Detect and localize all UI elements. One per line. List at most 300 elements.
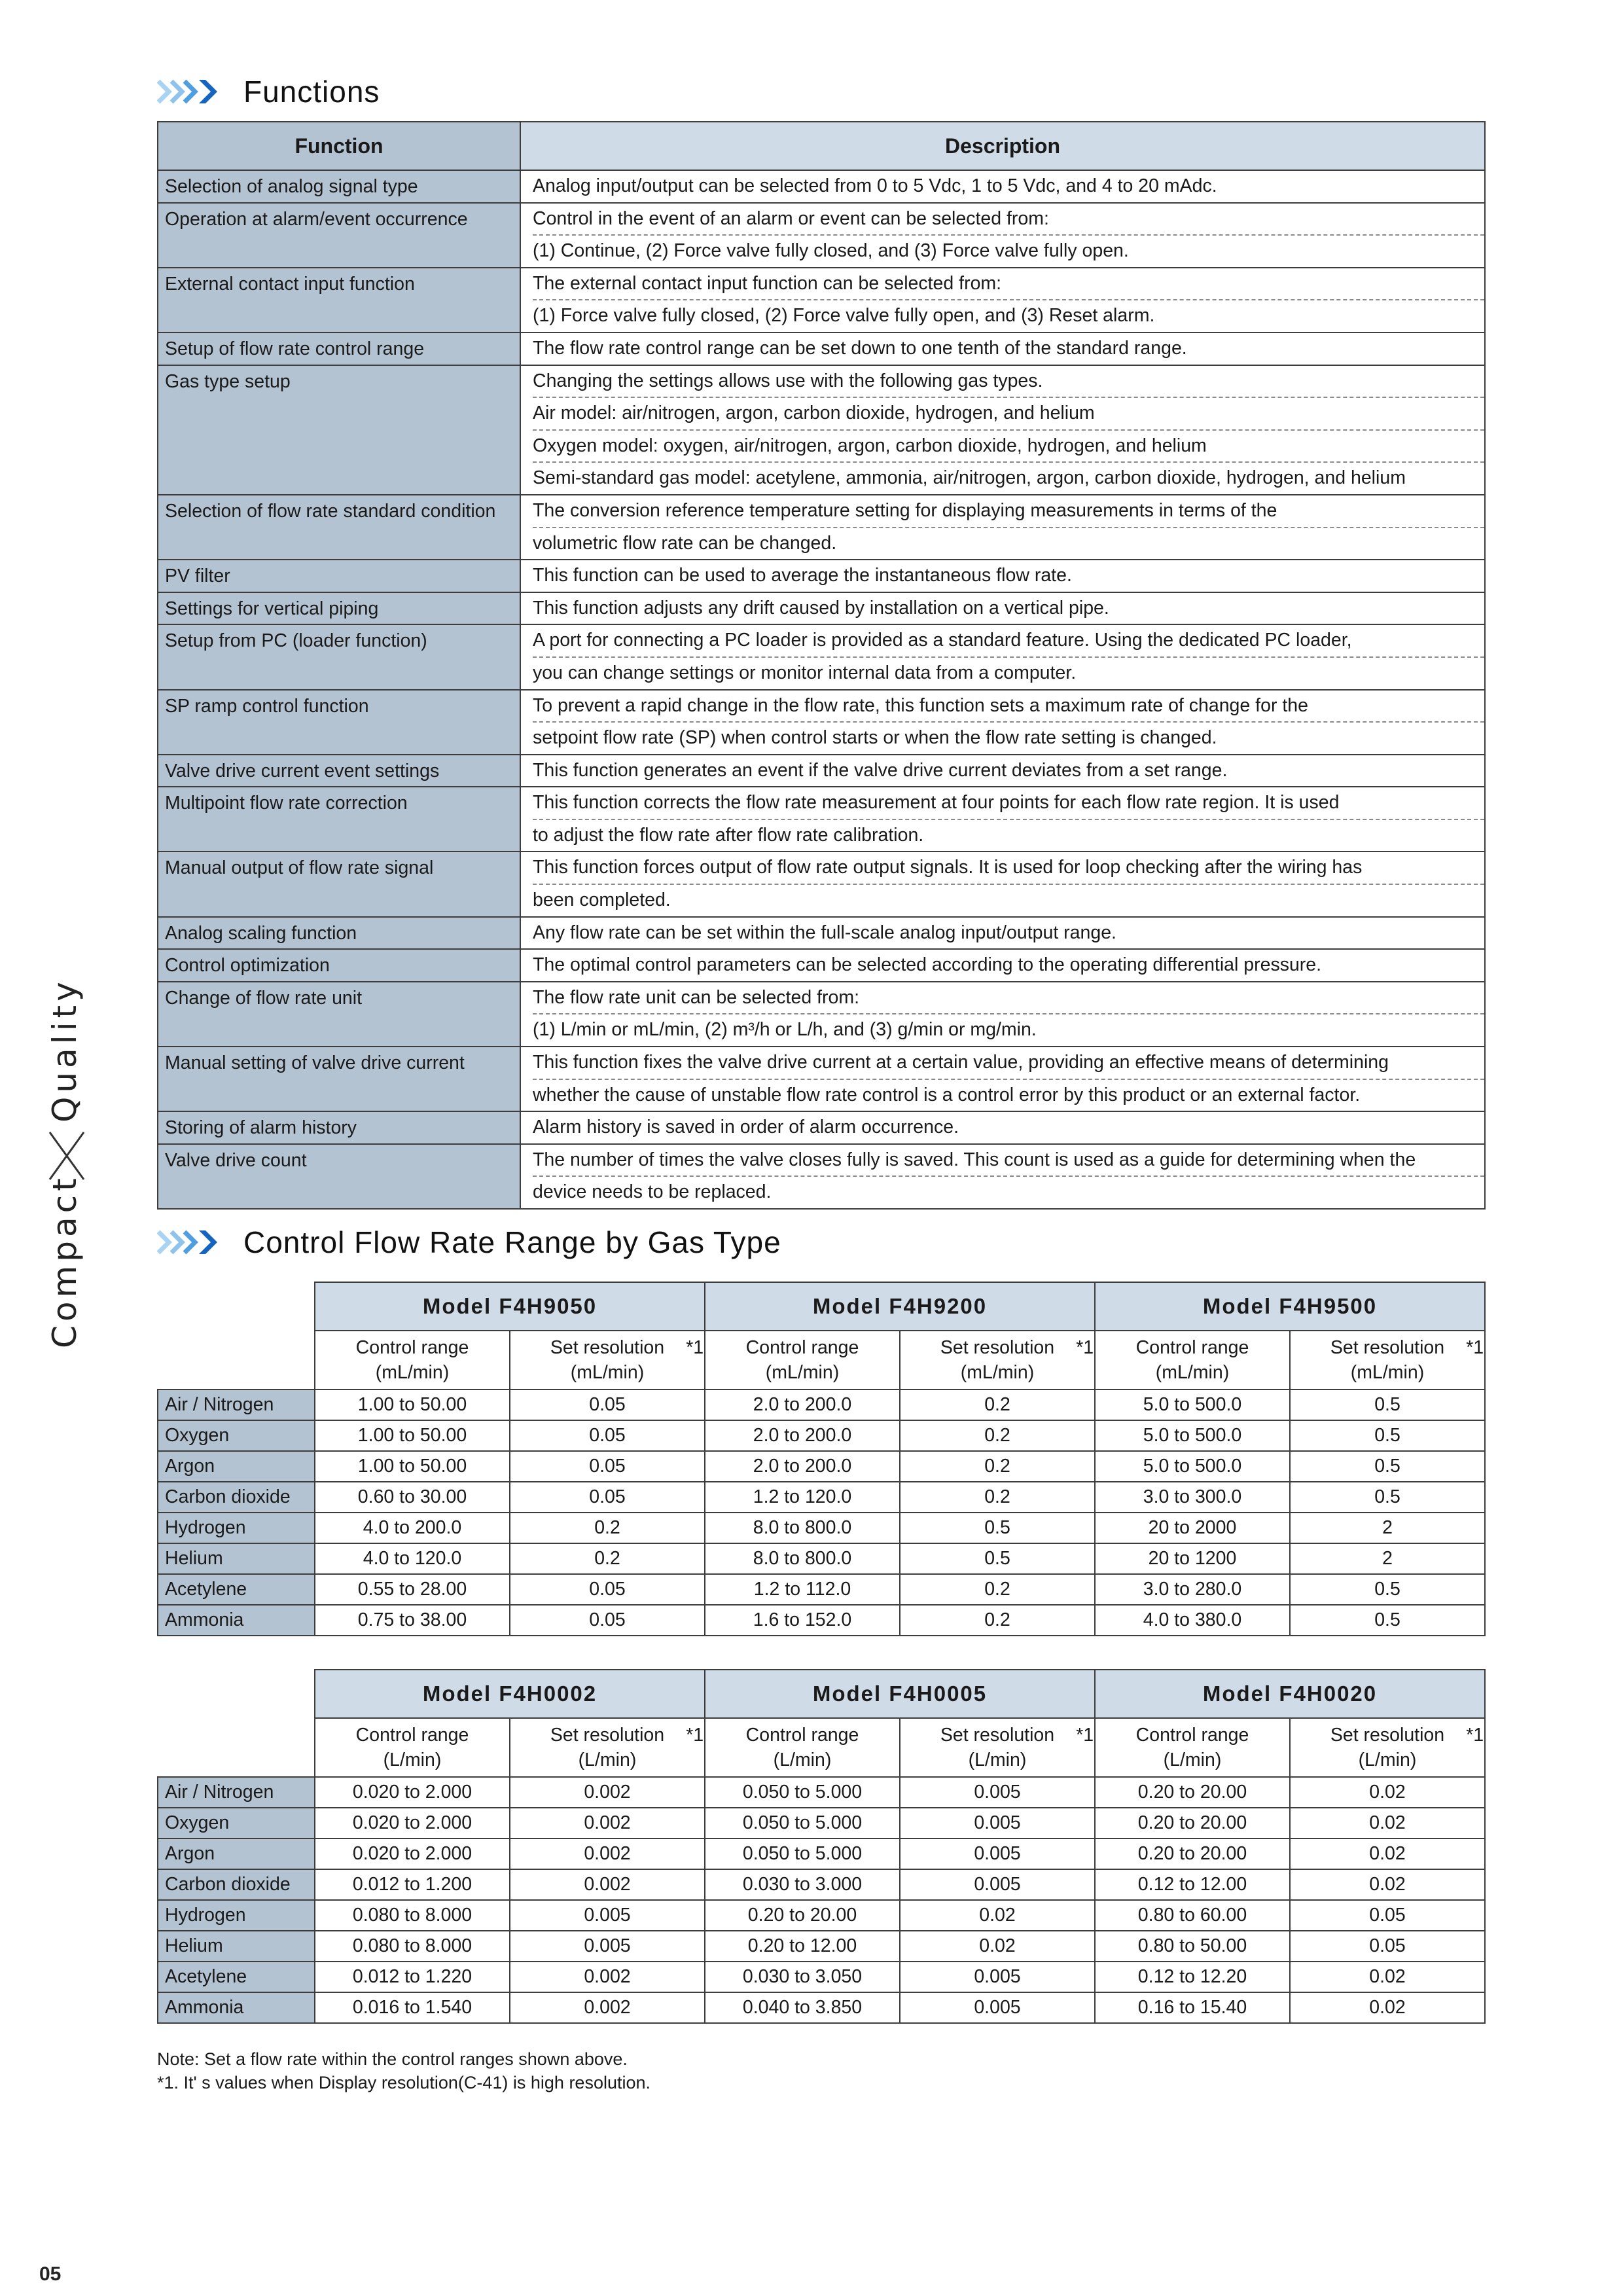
control-range-header — [315, 1718, 510, 1777]
function-name-cell — [158, 949, 520, 982]
side-label-left: Compact — [46, 1174, 84, 1348]
description-line: volumetric flow rate can be changed. — [533, 532, 837, 554]
set-resolution-label: Set resolution — [940, 1725, 1055, 1746]
function-name: Gas type setup — [165, 370, 291, 392]
set-resolution-label: Set resolution — [550, 1337, 665, 1358]
set-resolution-value: 0.05 — [510, 1420, 705, 1451]
function-name-cell — [158, 560, 520, 592]
control-range-value: 0.20 to 12.00 — [705, 1931, 900, 1962]
gas-row — [158, 1992, 1485, 2023]
function-row — [158, 560, 1485, 592]
description-line: been completed. — [533, 889, 671, 911]
function-description-cell — [520, 787, 1485, 852]
model-header: Model F4H0002 — [315, 1670, 705, 1718]
gas-row — [158, 1513, 1485, 1543]
description-line: (1) Force valve fully closed, (2) Force valve fully open, and (3) Reset alarm. — [533, 305, 1155, 327]
function-description-cell — [520, 1144, 1485, 1209]
control-range-value: 0.16 to 15.40 — [1095, 1992, 1290, 2023]
footnotes — [157, 2047, 651, 2094]
function-row — [158, 982, 1485, 1047]
set-resolution-value: 0.002 — [510, 1777, 705, 1808]
functions-section-title — [157, 72, 380, 111]
unit-label: (mL/min) — [375, 1362, 450, 1383]
set-resolution-value: 0.05 — [1290, 1931, 1485, 1962]
control-range-label: Control range — [1135, 1725, 1249, 1746]
control-range-value: 0.020 to 2.000 — [315, 1808, 510, 1839]
control-range-value: 0.050 to 5.000 — [705, 1839, 900, 1869]
set-resolution-header — [1290, 1331, 1485, 1390]
gas-name: Helium — [158, 1543, 315, 1574]
function-name: Manual setting of valve drive current — [165, 1052, 465, 1074]
gas-row — [158, 1482, 1485, 1513]
control-range-header — [1095, 1331, 1290, 1390]
function-row — [158, 949, 1485, 982]
control-range-value: 1.2 to 120.0 — [705, 1482, 900, 1513]
function-name-cell — [158, 592, 520, 625]
control-range-value: 0.20 to 20.00 — [1095, 1777, 1290, 1808]
set-resolution-value: 0.2 — [900, 1390, 1095, 1420]
function-description-cell — [520, 624, 1485, 689]
set-resolution-value: 0.005 — [900, 1869, 1095, 1900]
set-resolution-value: 0.002 — [510, 1808, 705, 1839]
description-line: This function generates an event if the valve drive current deviates from a set range. — [533, 759, 1228, 781]
gas-row — [158, 1543, 1485, 1574]
function-description-cell — [520, 690, 1485, 755]
chevron-bullet-icon — [157, 79, 236, 105]
function-description-cell — [520, 268, 1485, 332]
control-range-value: 0.080 to 8.000 — [315, 1900, 510, 1931]
description-line: This function adjusts any drift caused by installation on a vertical pipe. — [533, 597, 1109, 619]
set-resolution-value: 0.005 — [510, 1900, 705, 1931]
gas-name: Air / Nitrogen — [158, 1390, 315, 1420]
gas-name: Argon — [158, 1451, 315, 1482]
function-name: Setup from PC (loader function) — [165, 630, 427, 652]
description-line: Air model: air/nitrogen, argon, carbon dioxide, hydrogen, and helium — [533, 398, 1484, 431]
gas-row — [158, 1420, 1485, 1451]
chevron-bullet-icon — [157, 1229, 236, 1255]
description-line: (1) L/min or mL/min, (2) m³/h or L/h, and (3) g/min or mg/min. — [533, 1019, 1037, 1041]
function-row — [158, 755, 1485, 787]
set-resolution-value: 0.002 — [510, 1992, 705, 2023]
function-row — [158, 1047, 1485, 1111]
function-row — [158, 365, 1485, 495]
function-description-cell — [520, 332, 1485, 365]
footnote-marker: *1 — [686, 1725, 704, 1746]
gas-row — [158, 1605, 1485, 1636]
control-range-value: 4.0 to 120.0 — [315, 1543, 510, 1574]
control-range-value: 0.040 to 3.850 — [705, 1992, 900, 2023]
function-description-cell — [520, 495, 1485, 560]
function-description-cell — [520, 203, 1485, 268]
set-resolution-value: 0.02 — [900, 1900, 1095, 1931]
function-name-cell — [158, 1047, 520, 1111]
set-resolution-value: 0.5 — [900, 1513, 1095, 1543]
gas-name: Acetylene — [158, 1962, 315, 1992]
set-resolution-value: 0.2 — [900, 1574, 1095, 1605]
gas-name: Hydrogen — [158, 1900, 315, 1931]
set-resolution-value: 0.2 — [510, 1543, 705, 1574]
control-range-value: 0.55 to 28.00 — [315, 1574, 510, 1605]
footnote-marker: *1 — [1076, 1337, 1094, 1358]
function-row — [158, 592, 1485, 625]
function-name-cell — [158, 365, 520, 495]
model-header: Model F4H9500 — [1095, 1282, 1485, 1331]
set-resolution-header — [510, 1331, 705, 1390]
set-resolution-value: 0.02 — [1290, 1777, 1485, 1808]
description-line: This function corrects the flow rate measurement at four points for each flow rate region. It is used — [533, 787, 1484, 820]
control-range-value: 5.0 to 500.0 — [1095, 1451, 1290, 1482]
set-resolution-value: 0.05 — [1290, 1900, 1485, 1931]
function-description-cell — [520, 982, 1485, 1047]
control-range-value: 4.0 to 380.0 — [1095, 1605, 1290, 1636]
description-line: Control in the event of an alarm or event can be selected from: — [533, 204, 1484, 236]
set-resolution-value: 0.005 — [900, 1777, 1095, 1808]
function-description-cell — [520, 365, 1485, 495]
description-line: Oxygen model: oxygen, air/nitrogen, argon, carbon dioxide, hydrogen, and helium — [533, 431, 1484, 463]
gas-row — [158, 1900, 1485, 1931]
set-resolution-value: 2 — [1290, 1543, 1485, 1574]
control-range-value: 5.0 to 500.0 — [1095, 1390, 1290, 1420]
control-range-value: 1.00 to 50.00 — [315, 1420, 510, 1451]
function-name: Selection of analog signal type — [165, 176, 418, 197]
gas-row — [158, 1869, 1485, 1900]
set-resolution-value: 0.05 — [510, 1482, 705, 1513]
function-name-cell — [158, 268, 520, 332]
control-range-value: 2.0 to 200.0 — [705, 1451, 900, 1482]
model-header: Model F4H9050 — [315, 1282, 705, 1331]
description-line: Analog input/output can be selected from 0 to 5 Vdc, 1 to 5 Vdc, and 4 to 20 mAdc. — [533, 175, 1217, 196]
control-range-header — [705, 1331, 900, 1390]
set-resolution-value: 0.2 — [900, 1420, 1095, 1451]
set-resolution-value: 0.02 — [900, 1931, 1095, 1962]
function-name: PV filter — [165, 565, 230, 587]
control-range-value: 0.60 to 30.00 — [315, 1482, 510, 1513]
set-resolution-value: 0.02 — [1290, 1869, 1485, 1900]
gas-name: Air / Nitrogen — [158, 1777, 315, 1808]
gas-name: Oxygen — [158, 1420, 315, 1451]
footnote-line: Note: Set a flow rate within the control ranges shown above. — [157, 2049, 628, 2069]
function-row — [158, 917, 1485, 950]
set-resolution-value: 0.02 — [1290, 1839, 1485, 1869]
description-line: The external contact input function can be selected from: — [533, 268, 1484, 301]
function-row — [158, 495, 1485, 560]
set-resolution-value: 0.2 — [900, 1482, 1095, 1513]
set-resolution-value: 0.002 — [510, 1962, 705, 1992]
control-range-value: 2.0 to 200.0 — [705, 1390, 900, 1420]
function-row — [158, 690, 1485, 755]
gas-row — [158, 1931, 1485, 1962]
function-name-cell — [158, 755, 520, 787]
control-range-value: 5.0 to 500.0 — [1095, 1420, 1290, 1451]
control-range-value: 0.75 to 38.00 — [315, 1605, 510, 1636]
function-description-cell — [520, 1047, 1485, 1111]
function-name: Multipoint flow rate correction — [165, 793, 408, 814]
control-range-header — [705, 1718, 900, 1777]
range-table-l — [157, 1669, 1486, 2024]
description-line: Any flow rate can be set within the full-scale analog input/output range. — [533, 922, 1116, 943]
set-resolution-value: 0.5 — [1290, 1605, 1485, 1636]
description-line: A port for connecting a PC loader is provided as a standard feature. Using the dedicated PC loader, — [533, 625, 1484, 658]
description-line: setpoint flow rate (SP) when control starts or when the flow rate setting is changed. — [533, 727, 1217, 749]
control-range-value: 0.030 to 3.050 — [705, 1962, 900, 1992]
unit-label: (L/min) — [773, 1749, 832, 1770]
function-name-cell — [158, 1111, 520, 1144]
gas-row — [158, 1839, 1485, 1869]
function-column-header: Function — [158, 122, 520, 170]
set-resolution-header — [1290, 1718, 1485, 1777]
set-resolution-value: 0.5 — [1290, 1451, 1485, 1482]
control-range-value: 0.12 to 12.20 — [1095, 1962, 1290, 1992]
function-name: Setup of flow rate control range — [165, 338, 425, 359]
set-resolution-value: 0.5 — [1290, 1420, 1485, 1451]
description-line: This function fixes the valve drive current at a certain value, providing an effective means of determining — [533, 1047, 1484, 1080]
corner-blank — [158, 1670, 315, 1718]
set-resolution-value: 0.05 — [510, 1390, 705, 1420]
set-resolution-label: Set resolution — [1330, 1725, 1445, 1746]
function-name-cell — [158, 203, 520, 268]
function-description-cell — [520, 560, 1485, 592]
set-resolution-value: 0.2 — [510, 1513, 705, 1543]
description-line: To prevent a rapid change in the flow rate, this function sets a maximum rate of change for the — [533, 691, 1484, 723]
description-line: The conversion reference temperature setting for displaying measurements in terms of the — [533, 495, 1484, 528]
function-row — [158, 268, 1485, 332]
function-row — [158, 203, 1485, 268]
description-line: you can change settings or monitor internal data from a computer. — [533, 662, 1077, 683]
function-row — [158, 1144, 1485, 1209]
footnote-marker: *1 — [1076, 1725, 1094, 1746]
function-name-cell — [158, 982, 520, 1047]
function-name: Analog scaling function — [165, 922, 357, 944]
function-name-cell — [158, 852, 520, 916]
set-resolution-value: 0.002 — [510, 1869, 705, 1900]
control-range-value: 20 to 1200 — [1095, 1543, 1290, 1574]
set-resolution-value: 0.05 — [510, 1605, 705, 1636]
function-name: Storing of alarm history — [165, 1117, 357, 1139]
corner-blank — [158, 1282, 315, 1331]
function-row — [158, 170, 1485, 203]
control-range-value: 3.0 to 280.0 — [1095, 1574, 1290, 1605]
set-resolution-value: 0.02 — [1290, 1992, 1485, 2023]
control-range-value: 0.050 to 5.000 — [705, 1808, 900, 1839]
function-description-cell — [520, 170, 1485, 203]
control-range-label: Control range — [745, 1337, 859, 1358]
gas-name: Argon — [158, 1839, 315, 1869]
set-resolution-value: 0.005 — [900, 1808, 1095, 1839]
description-line: device needs to be replaced. — [533, 1181, 772, 1203]
set-resolution-value: 0.5 — [1290, 1482, 1485, 1513]
function-name-cell — [158, 787, 520, 852]
control-range-value: 8.0 to 800.0 — [705, 1543, 900, 1574]
gas-name: Carbon dioxide — [158, 1482, 315, 1513]
set-resolution-value: 0.005 — [900, 1962, 1095, 1992]
functions-table — [157, 121, 1486, 1210]
function-name: Valve drive count — [165, 1149, 307, 1171]
set-resolution-value: 0.02 — [1290, 1962, 1485, 1992]
gas-name: Oxygen — [158, 1808, 315, 1839]
set-resolution-label: Set resolution — [550, 1725, 665, 1746]
description-line: Changing the settings allows use with the following gas types. — [533, 366, 1484, 399]
description-line: whether the cause of unstable flow rate control is a control error by this product or an external factor. — [533, 1084, 1361, 1105]
function-name: Operation at alarm/event occurrence — [165, 208, 468, 230]
set-resolution-value: 0.05 — [510, 1451, 705, 1482]
set-resolution-value: 0.005 — [900, 1992, 1095, 2023]
unit-label: (L/min) — [383, 1749, 442, 1770]
gas-row — [158, 1390, 1485, 1420]
description-column-header: Description — [520, 122, 1485, 170]
description-line: The number of times the valve closes fully is saved. This count is used as a guide for determining when the — [533, 1145, 1484, 1177]
unit-label: (mL/min) — [1350, 1362, 1425, 1383]
description-line: The flow rate unit can be selected from: — [533, 982, 1484, 1015]
corner-blank — [158, 1718, 315, 1777]
set-resolution-header — [900, 1331, 1095, 1390]
set-resolution-value: 0.05 — [510, 1574, 705, 1605]
set-resolution-value: 0.02 — [1290, 1808, 1485, 1839]
control-range-value: 0.20 to 20.00 — [1095, 1839, 1290, 1869]
set-resolution-value: 0.2 — [900, 1451, 1095, 1482]
page-number: 05 — [39, 2263, 62, 2285]
set-resolution-value: 0.5 — [900, 1543, 1095, 1574]
control-range-value: 0.012 to 1.200 — [315, 1869, 510, 1900]
gas-row — [158, 1808, 1485, 1839]
side-label-compact-quality — [39, 942, 92, 1361]
control-range-value: 0.12 to 12.00 — [1095, 1869, 1290, 1900]
gas-name: Ammonia — [158, 1605, 315, 1636]
control-range-label: Control range — [355, 1725, 469, 1746]
functions-heading: Functions — [243, 75, 380, 109]
control-range-header — [1095, 1718, 1290, 1777]
set-resolution-value: 0.005 — [900, 1839, 1095, 1869]
gas-name: Carbon dioxide — [158, 1869, 315, 1900]
function-row — [158, 787, 1485, 852]
control-range-value: 2.0 to 200.0 — [705, 1420, 900, 1451]
range-heading: Control Flow Rate Range by Gas Type — [243, 1225, 781, 1259]
control-range-value: 0.050 to 5.000 — [705, 1777, 900, 1808]
set-resolution-label: Set resolution — [1330, 1337, 1445, 1358]
function-description-cell — [520, 592, 1485, 625]
set-resolution-value: 2 — [1290, 1513, 1485, 1543]
description-line: (1) Continue, (2) Force valve fully closed, and (3) Force valve fully open. — [533, 240, 1129, 262]
control-range-label: Control range — [355, 1337, 469, 1358]
description-line: Alarm history is saved in order of alarm occurrence. — [533, 1117, 959, 1138]
function-name: SP ramp control function — [165, 695, 369, 717]
corner-blank — [158, 1331, 315, 1390]
control-range-value: 4.0 to 200.0 — [315, 1513, 510, 1543]
gas-row — [158, 1574, 1485, 1605]
control-range-value: 0.20 to 20.00 — [705, 1900, 900, 1931]
footnote-marker: *1 — [686, 1337, 704, 1358]
footnote-line: *1. It' s values when Display resolution(C-41) is high resolution. — [157, 2073, 651, 2092]
unit-label: (mL/min) — [570, 1362, 645, 1383]
function-description-cell — [520, 949, 1485, 982]
unit-label: (mL/min) — [960, 1362, 1035, 1383]
unit-label: (mL/min) — [1155, 1362, 1230, 1383]
function-name: Settings for vertical piping — [165, 598, 379, 619]
description-line: to adjust the flow rate after flow rate calibration. — [533, 824, 924, 846]
gas-row — [158, 1451, 1485, 1482]
set-resolution-value: 0.5 — [1290, 1390, 1485, 1420]
set-resolution-header — [900, 1718, 1095, 1777]
function-name-cell — [158, 170, 520, 203]
gas-name: Acetylene — [158, 1574, 315, 1605]
control-range-value: 1.00 to 50.00 — [315, 1451, 510, 1482]
function-description-cell — [520, 755, 1485, 787]
unit-label: (L/min) — [1163, 1749, 1222, 1770]
function-row — [158, 852, 1485, 916]
gas-name: Ammonia — [158, 1992, 315, 2023]
description-line: Semi-standard gas model: acetylene, ammonia, air/nitrogen, argon, carbon dioxide, hydrogen, and helium — [533, 467, 1406, 489]
description-line: The optimal control parameters can be selected according to the operating differential pressure. — [533, 954, 1322, 976]
control-range-value: 0.80 to 60.00 — [1095, 1900, 1290, 1931]
control-range-value: 20 to 2000 — [1095, 1513, 1290, 1543]
gas-name: Hydrogen — [158, 1513, 315, 1543]
set-resolution-value: 0.5 — [1290, 1574, 1485, 1605]
set-resolution-value: 0.2 — [900, 1605, 1095, 1636]
gas-row — [158, 1777, 1485, 1808]
function-row — [158, 624, 1485, 689]
control-range-value: 0.020 to 2.000 — [315, 1777, 510, 1808]
unit-label: (L/min) — [968, 1749, 1027, 1770]
function-name-cell — [158, 624, 520, 689]
function-description-cell — [520, 1111, 1485, 1144]
gas-row — [158, 1962, 1485, 1992]
function-name-cell — [158, 917, 520, 950]
range-section-title — [157, 1223, 781, 1262]
description-line: This function can be used to average the instantaneous flow rate. — [533, 565, 1072, 586]
unit-label: (mL/min) — [765, 1362, 840, 1383]
function-description-cell — [520, 852, 1485, 916]
control-range-value: 1.2 to 112.0 — [705, 1574, 900, 1605]
set-resolution-value: 0.005 — [510, 1931, 705, 1962]
function-name-cell — [158, 495, 520, 560]
function-name: Manual output of flow rate signal — [165, 857, 434, 879]
unit-label: (L/min) — [1358, 1749, 1417, 1770]
description-line: This function forces output of flow rate output signals. It is used for loop checking after the wiring has — [533, 852, 1484, 885]
control-range-label: Control range — [1135, 1337, 1249, 1358]
model-header: Model F4H0020 — [1095, 1670, 1485, 1718]
model-header: Model F4H9200 — [705, 1282, 1095, 1331]
control-range-value: 0.030 to 3.000 — [705, 1869, 900, 1900]
function-row — [158, 332, 1485, 365]
control-range-value: 1.6 to 152.0 — [705, 1605, 900, 1636]
set-resolution-header — [510, 1718, 705, 1777]
footnote-marker: *1 — [1466, 1337, 1484, 1358]
function-name: Change of flow rate unit — [165, 987, 363, 1009]
control-range-header — [315, 1331, 510, 1390]
function-name-cell — [158, 1144, 520, 1209]
control-range-value: 0.016 to 1.540 — [315, 1992, 510, 2023]
function-name: Valve drive current event settings — [165, 760, 440, 781]
control-range-value: 0.020 to 2.000 — [315, 1839, 510, 1869]
function-name: Control optimization — [165, 955, 330, 977]
side-label-right: Quality — [46, 978, 84, 1122]
set-resolution-label: Set resolution — [940, 1337, 1055, 1358]
function-name: Selection of flow rate standard condition — [165, 500, 496, 522]
set-resolution-value: 0.002 — [510, 1839, 705, 1869]
function-description-cell — [520, 917, 1485, 950]
function-name-cell — [158, 332, 520, 365]
footnote-marker: *1 — [1466, 1725, 1484, 1746]
control-range-label: Control range — [745, 1725, 859, 1746]
function-name-cell — [158, 690, 520, 755]
unit-label: (L/min) — [578, 1749, 637, 1770]
control-range-value: 0.20 to 20.00 — [1095, 1808, 1290, 1839]
control-range-value: 3.0 to 300.0 — [1095, 1482, 1290, 1513]
control-range-value: 0.012 to 1.220 — [315, 1962, 510, 1992]
gas-name: Helium — [158, 1931, 315, 1962]
control-range-value: 8.0 to 800.0 — [705, 1513, 900, 1543]
model-header: Model F4H0005 — [705, 1670, 1095, 1718]
control-range-value: 0.80 to 50.00 — [1095, 1931, 1290, 1962]
